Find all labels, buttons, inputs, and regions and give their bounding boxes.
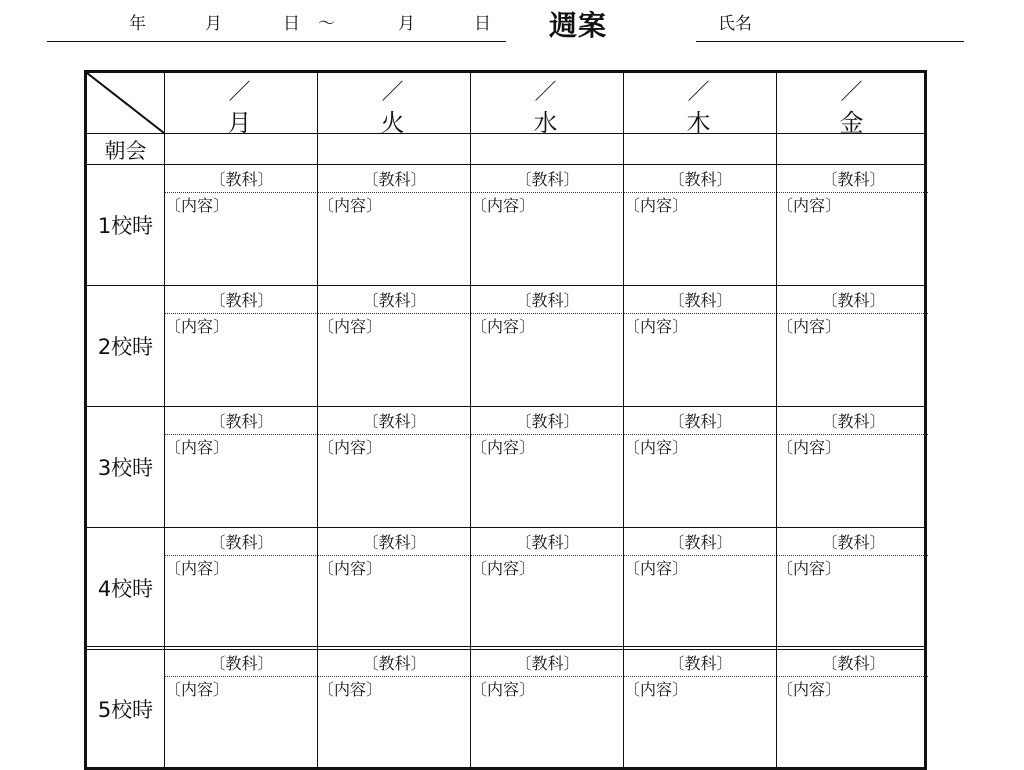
content-label: 〔内容〕 — [624, 438, 689, 457]
subject-label: 〔教科〕 — [668, 291, 733, 310]
subject-label: 〔教科〕 — [209, 291, 274, 310]
page-title: 週案 — [549, 9, 608, 42]
subject-label: 〔教科〕 — [821, 170, 886, 189]
subject-label: 〔教科〕 — [209, 654, 274, 673]
month-label-end: 月 — [398, 14, 415, 34]
period-label: 4校時 — [97, 577, 154, 601]
subject-label: 〔教科〕 — [362, 654, 427, 673]
day-header: 月 — [227, 109, 252, 137]
subject-label: 〔教科〕 — [668, 654, 733, 673]
content-label: 〔内容〕 — [624, 559, 689, 578]
content-label: 〔内容〕 — [318, 559, 383, 578]
row-divider — [87, 164, 924, 165]
subject-label: 〔教科〕 — [515, 291, 580, 310]
content-label: 〔内容〕 — [165, 680, 230, 699]
period-label: 5校時 — [97, 698, 154, 722]
content-label: 〔内容〕 — [777, 438, 842, 457]
day-label-end: 日 — [474, 14, 491, 34]
weekly-plan-table — [84, 70, 927, 770]
column-divider — [623, 73, 624, 767]
header-bottom-line — [87, 133, 924, 134]
period-label: 2校時 — [97, 335, 154, 359]
row-divider — [87, 527, 924, 528]
subject-label: 〔教科〕 — [821, 291, 886, 310]
content-label: 〔内容〕 — [777, 559, 842, 578]
content-label: 〔内容〕 — [165, 317, 230, 336]
range-tilde: ～ — [318, 14, 335, 34]
period-label: 3校時 — [97, 456, 154, 480]
content-label: 〔内容〕 — [318, 438, 383, 457]
content-label: 〔内容〕 — [471, 680, 536, 699]
month-label-start: 月 — [205, 14, 222, 34]
subject-label: 〔教科〕 — [668, 170, 733, 189]
day-header: 金 — [839, 109, 864, 137]
content-label: 〔内容〕 — [318, 680, 383, 699]
period-label: 1校時 — [97, 214, 154, 238]
subject-label: 〔教科〕 — [362, 170, 427, 189]
name-underline — [696, 41, 964, 42]
subject-label: 〔教科〕 — [362, 533, 427, 552]
subject-label: 〔教科〕 — [515, 412, 580, 431]
date-slash: ／ — [381, 80, 404, 105]
column-divider — [470, 73, 471, 767]
content-label: 〔内容〕 — [471, 317, 536, 336]
corner-diagonal — [87, 73, 164, 133]
content-label: 〔内容〕 — [165, 559, 230, 578]
subject-label: 〔教科〕 — [515, 170, 580, 189]
content-label: 〔内容〕 — [777, 680, 842, 699]
day-header: 木 — [686, 109, 711, 137]
content-label: 〔内容〕 — [624, 317, 689, 336]
content-label: 〔内容〕 — [165, 438, 230, 457]
day-header: 火 — [380, 109, 405, 137]
date-slash: ／ — [687, 80, 710, 105]
content-label: 〔内容〕 — [471, 559, 536, 578]
morning-assembly-label: 朝会 — [104, 139, 147, 163]
subject-label: 〔教科〕 — [209, 533, 274, 552]
row-divider — [87, 406, 924, 407]
subject-label: 〔教科〕 — [821, 533, 886, 552]
content-label: 〔内容〕 — [165, 196, 230, 215]
date-slash: ／ — [534, 80, 557, 105]
day-label-start: 日 — [283, 14, 300, 34]
content-label: 〔内容〕 — [318, 317, 383, 336]
subject-label: 〔教科〕 — [515, 654, 580, 673]
subject-label: 〔教科〕 — [821, 654, 886, 673]
content-label: 〔内容〕 — [318, 196, 383, 215]
subject-label: 〔教科〕 — [821, 412, 886, 431]
date-slash: ／ — [228, 80, 251, 105]
subject-label: 〔教科〕 — [668, 412, 733, 431]
subject-label: 〔教科〕 — [362, 412, 427, 431]
content-label: 〔内容〕 — [777, 196, 842, 215]
subject-label: 〔教科〕 — [209, 170, 274, 189]
content-label: 〔内容〕 — [471, 196, 536, 215]
date-underline — [47, 41, 506, 42]
year-label: 年 — [129, 14, 146, 34]
row-divider — [87, 285, 924, 286]
column-divider — [164, 73, 165, 767]
row-divider — [87, 646, 924, 650]
content-label: 〔内容〕 — [624, 196, 689, 215]
content-label: 〔内容〕 — [777, 317, 842, 336]
day-header: 水 — [533, 109, 558, 137]
column-divider — [317, 73, 318, 767]
subject-label: 〔教科〕 — [209, 412, 274, 431]
subject-label: 〔教科〕 — [515, 533, 580, 552]
date-slash: ／ — [840, 80, 863, 105]
column-divider — [776, 73, 777, 767]
content-label: 〔内容〕 — [471, 438, 536, 457]
content-label: 〔内容〕 — [624, 680, 689, 699]
subject-label: 〔教科〕 — [668, 533, 733, 552]
subject-label: 〔教科〕 — [362, 291, 427, 310]
name-label: 氏名 — [718, 14, 752, 34]
